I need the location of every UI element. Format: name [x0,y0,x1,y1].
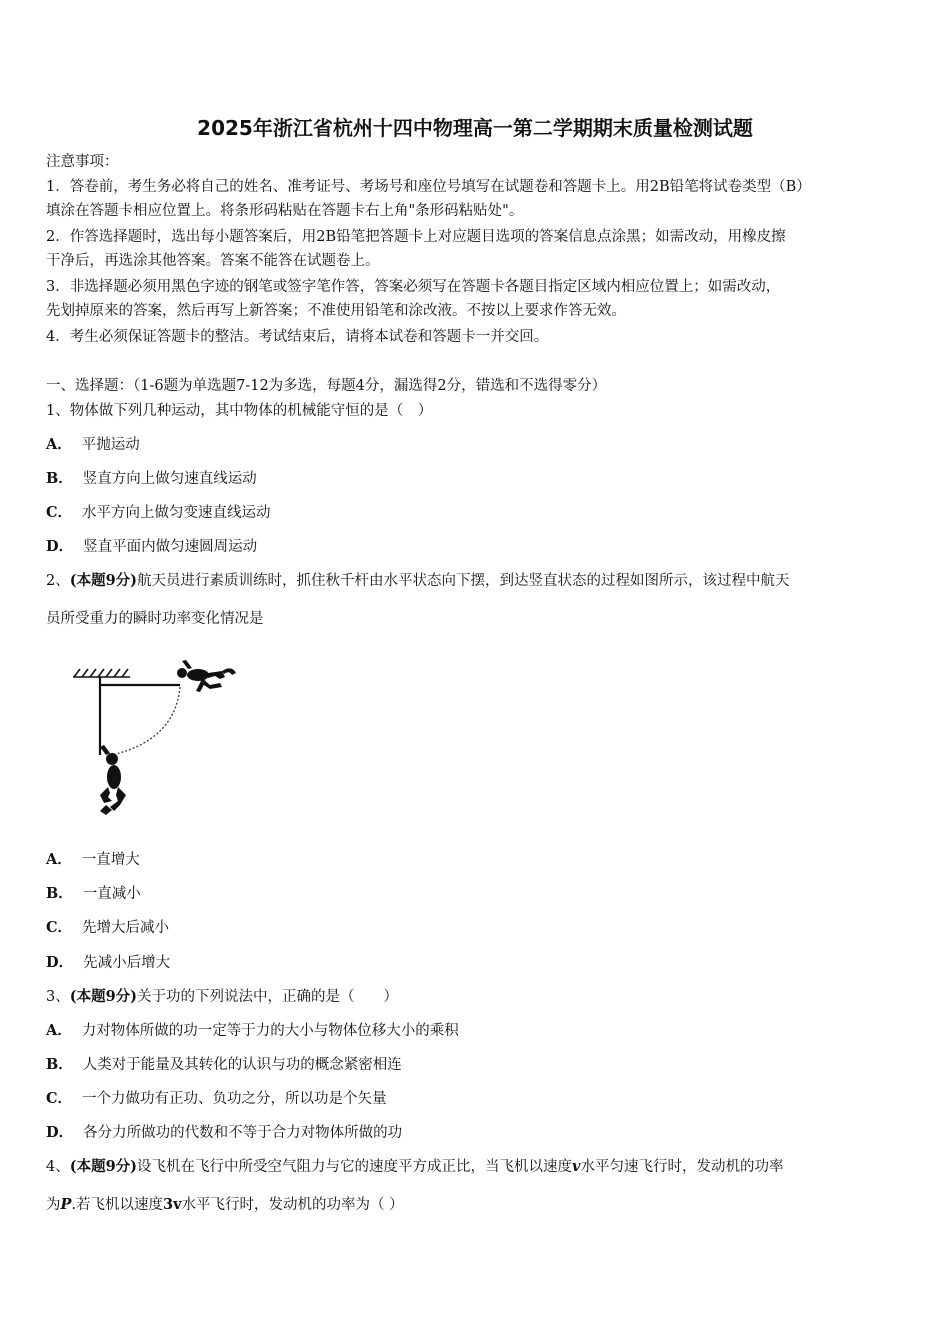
option-letter: C． [46,919,73,936]
option-letter: A． [46,436,72,453]
q2-stem-line-2: 员所受重力的瞬时功率变化情况是 [46,611,264,627]
q2-stem-line-1 [46,571,910,591]
option-letter: B． [46,885,73,902]
stem-text: 为 [46,1197,61,1213]
question-number: 3、 [46,989,70,1005]
q3-option-d [46,1123,910,1143]
q2-option-a [46,850,910,870]
option-letter: B． [46,470,73,487]
q1-option-b [46,469,910,489]
option-letter: D． [46,1124,74,1141]
question-number: 2、 [46,573,70,589]
swing-diagram [70,655,245,820]
section-heading: 一、选择题：（1-6题为单选题7-12为多选，每题4分，漏选得2分，错选和不选得零分） [46,378,607,394]
option-text: 一直减小 [82,886,141,902]
option-letter: D． [46,954,74,971]
option-text: 各分力所做功的代数和不等于合力对物体所做的功 [83,1125,403,1141]
notice-line-1: 1．答卷前，考生务必将自己的姓名、准考证号、考场号和座位号填写在试题卷和答题卡上。用2B铅笔将试卷类型（B） [46,179,811,195]
swing-figure [70,655,245,820]
option-text: 一直增大 [81,852,140,868]
score-tag: (本题9分) [69,1158,138,1175]
option-text: 竖直方向上做匀速直线运动 [82,471,257,487]
q1-option-c [46,503,910,523]
astronaut-vertical-icon [100,745,126,815]
q2-option-d [46,953,910,973]
option-letter: B． [46,1056,73,1073]
q4-stem-line-2 [46,1195,910,1215]
notice-heading: 注意事项： [46,154,119,170]
notice-line-7: 4．考生必须保证答题卡的整洁。考试结束后，请将本试卷和答题卡一并交回。 [46,329,549,345]
q3-option-a [46,1021,910,1041]
option-letter: C． [46,1090,73,1107]
q4-stem-line-1 [46,1157,910,1177]
option-text: 先减小后增大 [83,955,171,971]
option-text: 人类对于能量及其转化的认识与功的概念紧密相连 [82,1057,402,1073]
q1-option-a [46,435,910,455]
stem-text: 设飞机在飞行中所受空气阻力与它的速度平方成正比，当飞机以速度 [137,1159,573,1175]
ceiling-hatch [73,669,130,677]
astronaut-horizontal-icon [177,660,236,692]
q2-option-c [46,918,910,938]
q2-option-b [46,884,910,904]
option-text: 先增大后减小 [82,920,170,936]
option-text: 力对物体所做的功一定等于力的大小与物体位移大小的乘积 [81,1023,459,1039]
page-title: 2025年浙江省杭州十四中物理高一第二学期期末质量检测试题 [197,116,753,140]
variable-p: P [60,1196,72,1213]
q3-option-b [46,1055,910,1075]
notice-line-4: 干净后，再选涂其他答案。答案不能答在试题卷上。 [46,253,380,269]
option-text: 竖直平面内做匀速圆周运动 [83,539,258,555]
q1-option-d [46,537,910,557]
speed-value: 3v [163,1196,182,1213]
option-letter: A． [46,851,72,868]
notice-line-2: 填涂在答题卡相应位置上。将条形码粘贴在答题卡右上角"条形码粘贴处"。 [46,203,524,219]
stem-text: .若飞机以速度 [71,1197,164,1213]
stem-text: 航天员进行素质训练时，抓住秋千杆由水平状态向下摆，到达竖直状态的过程如图所示，该过程中航天 [137,573,790,589]
option-letter: A． [46,1022,72,1039]
option-letter: D． [46,538,74,555]
score-tag: (本题9分) [69,988,138,1005]
notice-line-5: 3．非选择题必须用黑色字迹的钢笔或签字笔作答，答案必须写在答题卡各题目指定区域内相应位置上；如需改动， [46,279,781,295]
option-text: 平抛运动 [81,437,140,453]
swing-path-arc [112,687,180,755]
notice-line-6: 先划掉原来的答案，然后再写上新答案；不准使用铅笔和涂改液。不按以上要求作答无效。 [46,303,626,319]
option-text: 一个力做功有正功、负功之分，所以功是个矢量 [82,1091,387,1107]
q3-stem [46,987,910,1007]
question-number: 4、 [46,1159,70,1175]
variable-v: v [572,1158,581,1175]
q1-stem: 1、物体做下列几种运动，其中物体的机械能守恒的是（ ） [46,403,433,419]
stem-text: 水平匀速飞行时，发动机的功率 [580,1159,784,1175]
q3-option-c [46,1089,910,1109]
stem-text: 水平飞行时，发动机的功率为（ ） [181,1197,404,1213]
stem-text: 关于功的下列说法中，正确的是（ ） [137,989,399,1005]
notice-line-3: 2．作答选择题时，选出每小题答案后，用2B铅笔把答题卡上对应题目选项的答案信息点涂黑；如需改动，用橡皮擦 [46,229,786,245]
score-tag: (本题9分) [69,572,138,589]
option-letter: C． [46,504,73,521]
option-text: 水平方向上做匀变速直线运动 [82,505,271,521]
